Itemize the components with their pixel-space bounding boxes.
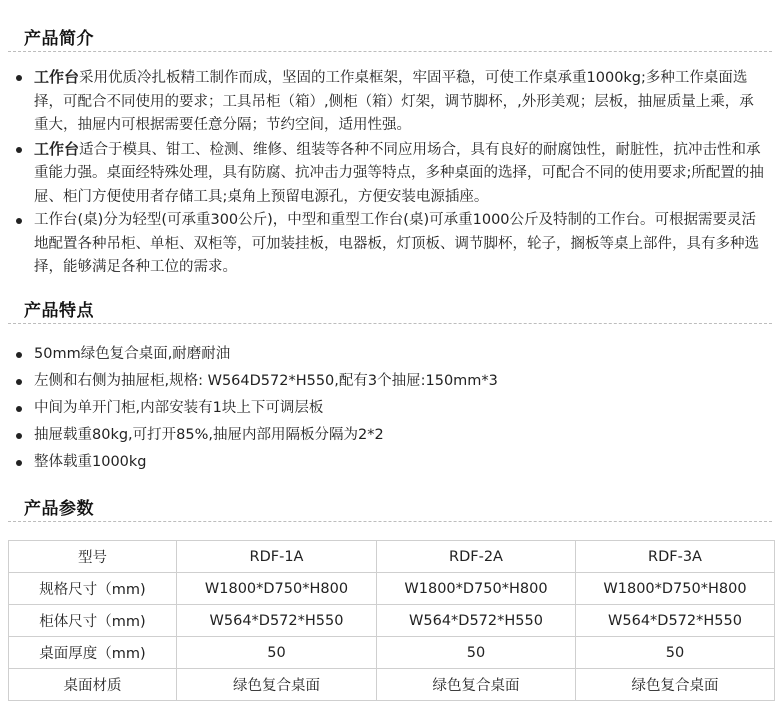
list-item (34, 138, 768, 210)
table-cell: W564*D572*H550 (576, 605, 775, 637)
table-row (9, 605, 775, 637)
list-item: 左侧和右侧为抽屉柜,规格: W564D572*H550,配有3个抽屉:150mm*3 (34, 368, 776, 395)
table-header-row (9, 541, 775, 573)
table-cell: RDF-3A (576, 541, 775, 573)
list-item: 50mm绿色复合桌面,耐磨耐油 (34, 341, 776, 368)
item-text: 工作台(桌)分为轻型(可承重300公斤)，中型和重型工作台(桌)可承重1000公斤及特制的工作台。可根据需要灵活地配置各种吊柜、单柜、双柜等，可加装挂板，电器板，灯顶板、调节脚杯，轮子，搁板等桌上部件，具有多种选择，能够满足各种工位的需求。 (34, 212, 759, 275)
table-cell: 50 (377, 637, 576, 669)
item-text: 采用优质冷扎板精工制作而成，坚固的工作桌框架，牢固平稳，可使工作桌承重1000kg;多种工作桌面选择，可配合不同使用的要求；工具吊柜（箱）,侧柜（箱）灯架，调节脚杯，,外形美观；层板，抽屉质量上乘，承重大，抽屉内可根据需要任意分隔；节约空间，适用性强。 (34, 70, 754, 133)
section-header-params (0, 492, 776, 522)
list-item (34, 209, 768, 280)
divider (8, 521, 772, 522)
item-lead: 工作台 (34, 68, 80, 86)
table-cell: W1800*D750*H800 (177, 573, 377, 605)
table-cell: RDF-1A (177, 541, 377, 573)
table-cell: W564*D572*H550 (177, 605, 377, 637)
table-cell: 型号 (9, 541, 177, 573)
section-header-features (0, 294, 776, 324)
table-cell: 桌面材质 (9, 669, 177, 701)
divider (8, 323, 772, 324)
table-cell: W1800*D750*H800 (576, 573, 775, 605)
item-text: 适合于模具、钳工、检测、维修、组装等各种不同应用场合，具有良好的耐腐蚀性，耐脏性，抗冲击性和承重能力强。桌面经特殊处理，具有防腐、抗冲击力强等特点，多种桌面的选择，可配合不同的使用要求;所配置的抽屉、柜门方便使用者存储工具;桌角上预留电源孔，方便安装电源插座。 (34, 141, 764, 205)
features-list (0, 341, 776, 476)
item-lead: 工作台 (34, 139, 80, 158)
section-title: 产品简介 (24, 29, 94, 49)
table-cell: W564*D572*H550 (377, 605, 576, 637)
table-cell: 柜体尺寸（mm) (9, 605, 177, 637)
list-item (34, 66, 768, 138)
table-cell: RDF-2A (377, 541, 576, 573)
table-cell: 绿色复合桌面 (177, 669, 377, 701)
table-cell: 绿色复合桌面 (377, 669, 576, 701)
table-cell: 桌面厚度（mm) (9, 637, 177, 669)
table-row (9, 669, 775, 701)
table-row (9, 573, 775, 605)
list-item: 抽屉载重80kg,可打开85%,抽屉内部用隔板分隔为2*2 (34, 422, 776, 449)
intro-list (0, 66, 776, 280)
table-cell: W1800*D750*H800 (377, 573, 576, 605)
table-cell: 规格尺寸（mm) (9, 573, 177, 605)
table-cell: 50 (177, 637, 377, 669)
table-cell: 绿色复合桌面 (576, 669, 775, 701)
table-cell: 50 (576, 637, 775, 669)
table-row (9, 637, 775, 669)
section-title: 产品参数 (24, 499, 94, 519)
list-item: 中间为单开门柜,内部安装有1块上下可调层板 (34, 395, 776, 422)
params-table (8, 540, 775, 701)
section-header-intro (0, 22, 776, 52)
section-title: 产品特点 (24, 301, 94, 321)
list-item: 整体载重1000kg (34, 449, 776, 476)
divider (8, 51, 772, 52)
